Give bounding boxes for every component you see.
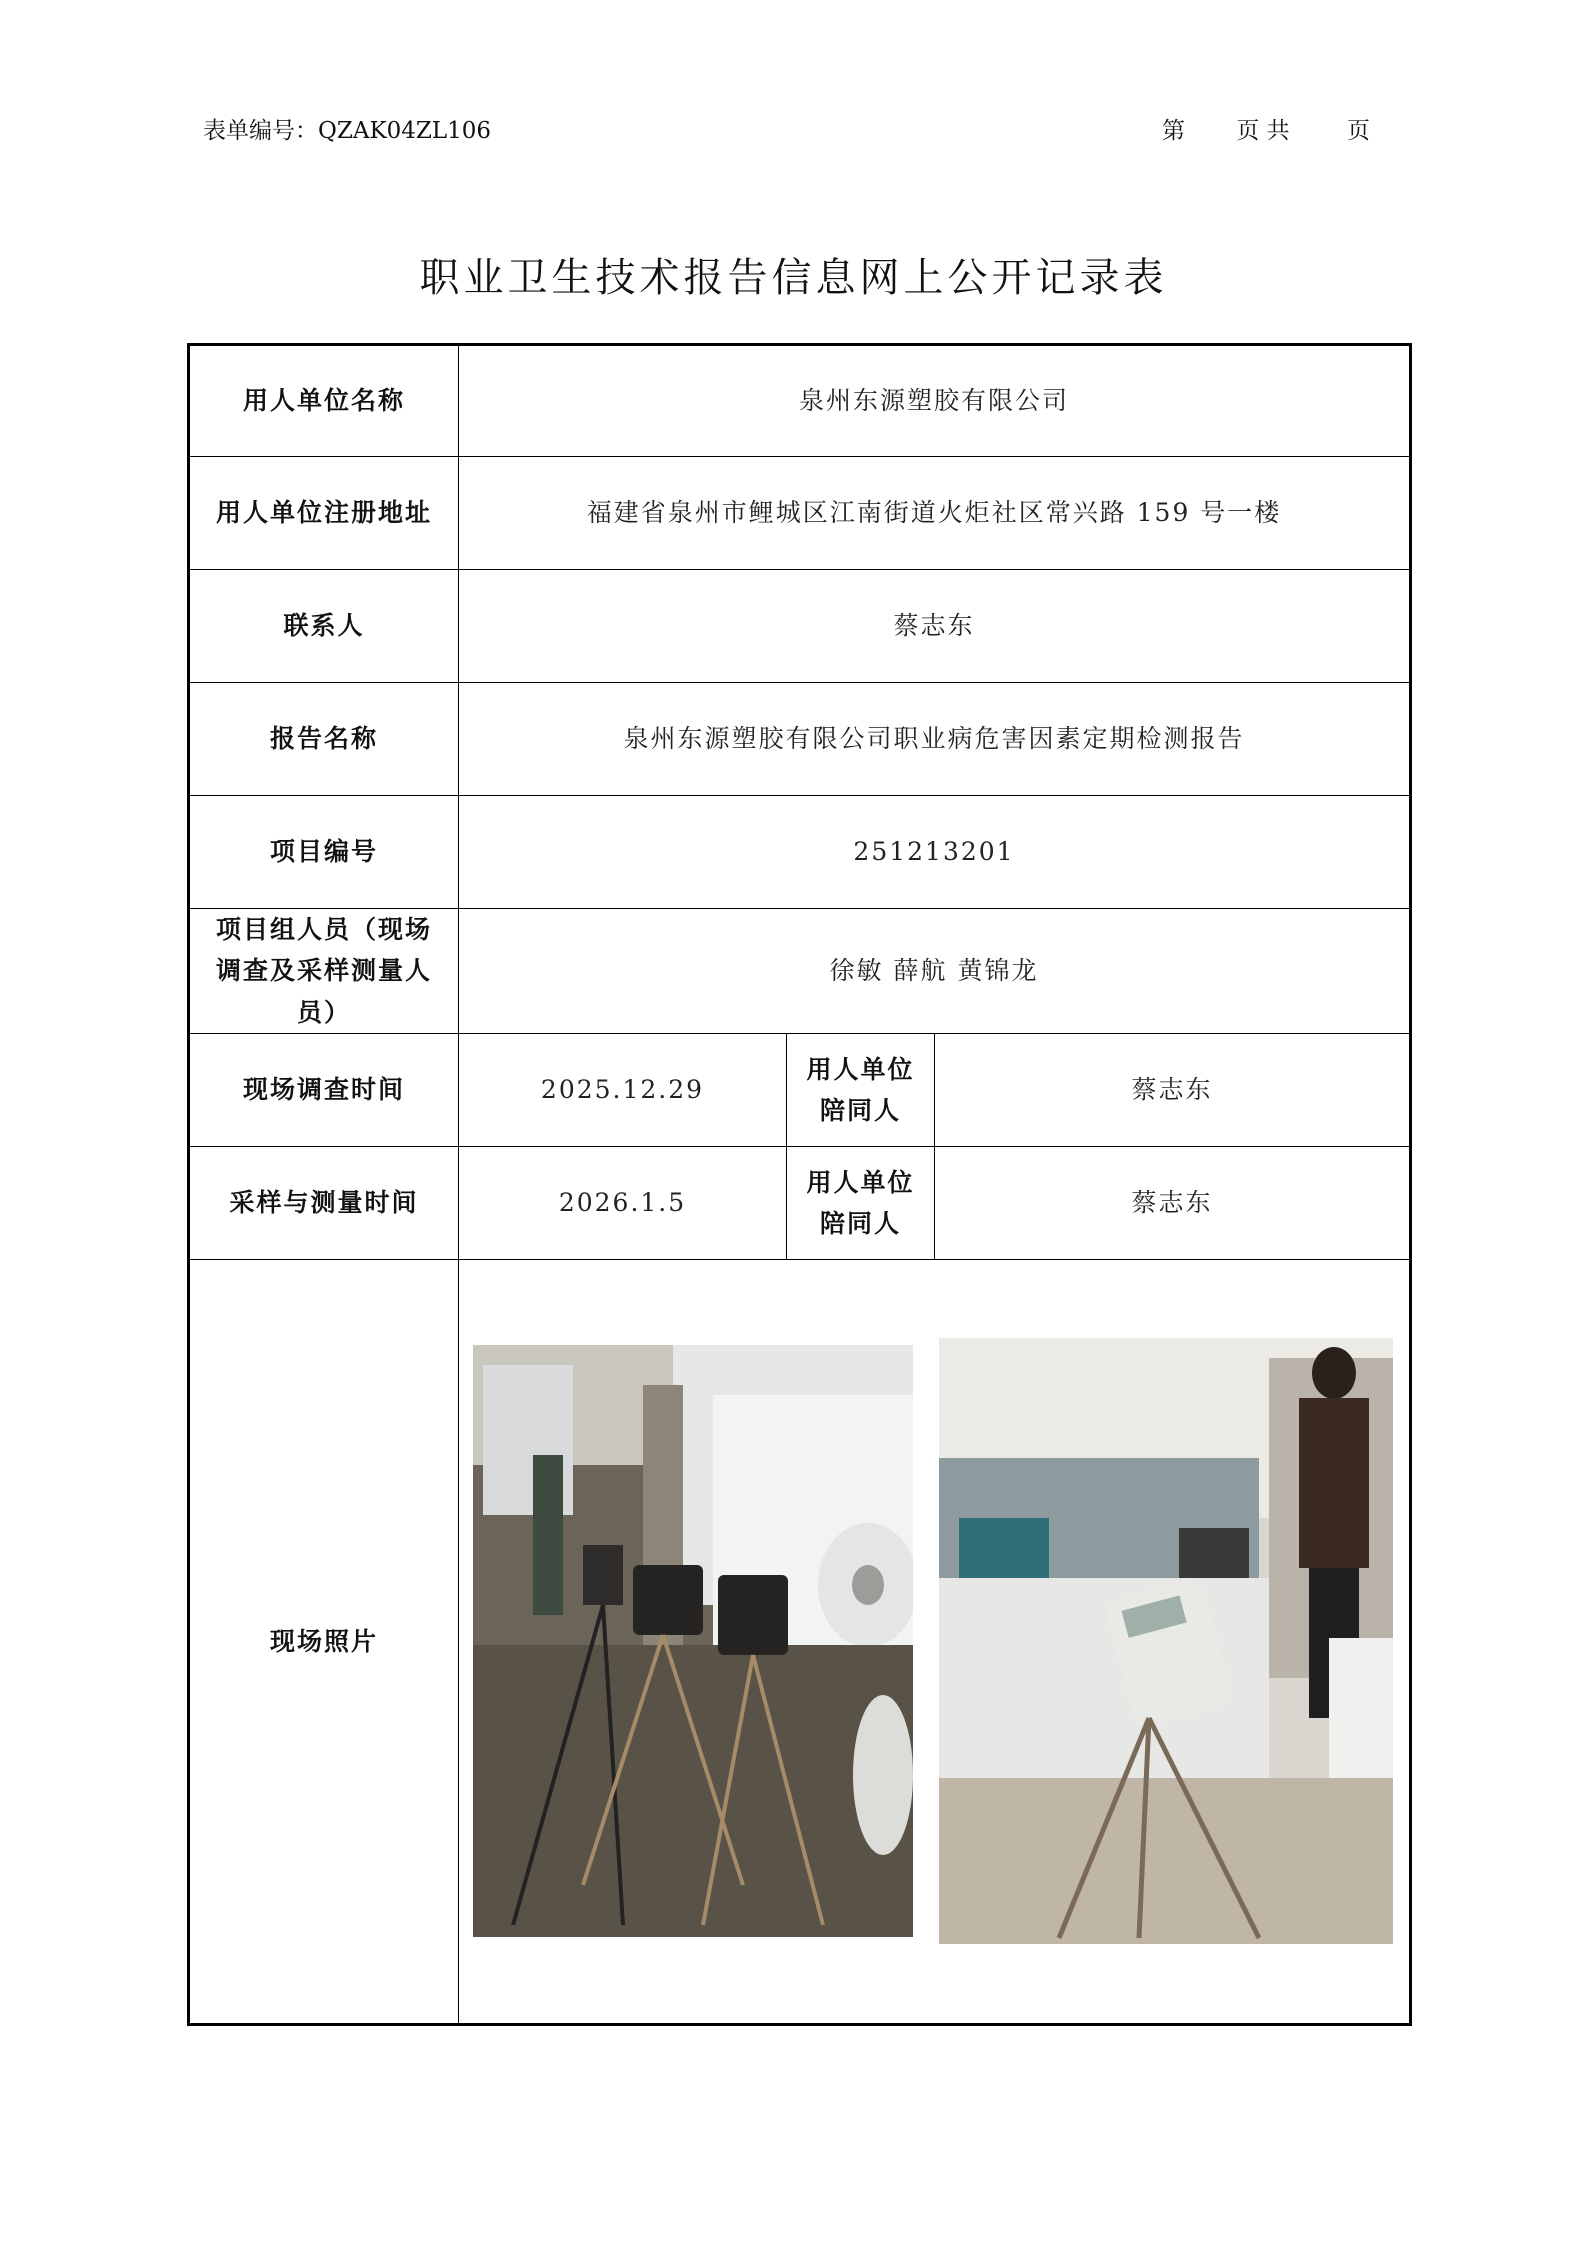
report-value: 泉州东源塑胶有限公司职业病危害因素定期检测报告: [459, 683, 1411, 796]
sampling-time-label: 采样与测量时间: [189, 1146, 459, 1259]
team-label: 项目组人员（现场调查及采样测量人员）: [189, 909, 459, 1034]
page-label-2: 页 共: [1236, 118, 1290, 144]
row-survey: [189, 1033, 1411, 1146]
record-table: [187, 343, 1412, 2026]
survey-escort-label: 用人单位陪同人: [787, 1033, 935, 1146]
contact-label: 联系人: [189, 570, 459, 683]
contact-value: 蔡志东: [459, 570, 1411, 683]
photo-cell: [459, 1259, 1411, 2024]
row-contact: [189, 570, 1411, 683]
survey-time-label: 现场调查时间: [189, 1033, 459, 1146]
row-photos: [189, 1259, 1411, 2024]
project-no-label: 项目编号: [189, 796, 459, 909]
survey-time-value: 2025.12.29: [459, 1033, 787, 1146]
project-no-value: 251213201: [459, 796, 1411, 909]
row-unit-name: [189, 345, 1411, 457]
survey-escort-value: 蔡志东: [935, 1033, 1411, 1146]
page-label-1: 第: [1162, 118, 1185, 144]
page-number: [1162, 112, 1382, 145]
address-label: 用人单位注册地址: [189, 457, 459, 570]
row-report: [189, 683, 1411, 796]
row-team: [189, 909, 1411, 1034]
site-photo-noise-meter: [939, 1338, 1393, 1944]
unit-name-value: 泉州东源塑胶有限公司: [459, 345, 1411, 457]
unit-name-label: 用人单位名称: [189, 345, 459, 457]
photo-label: 现场照片: [189, 1259, 459, 2024]
page-title: 职业卫生技术报告信息网上公开记录表: [419, 255, 1168, 301]
sampling-escort-value: 蔡志东: [935, 1146, 1411, 1259]
address-value: 福建省泉州市鲤城区江南街道火炬社区常兴路 159 号一楼: [459, 457, 1411, 570]
sampling-time-value: 2026.1.5: [459, 1146, 787, 1259]
team-value: 徐敏 薛航 黄锦龙: [459, 909, 1411, 1034]
row-project-no: [189, 796, 1411, 909]
report-label: 报告名称: [189, 683, 459, 796]
page-label-3: 页: [1346, 118, 1370, 144]
row-address: [189, 457, 1411, 570]
form-number: 表单编号：QZAK04ZL106: [203, 118, 492, 144]
row-sampling: [189, 1146, 1411, 1259]
sampling-escort-label: 用人单位陪同人: [787, 1146, 935, 1259]
site-photo-sampling-equipment: [473, 1345, 913, 1937]
